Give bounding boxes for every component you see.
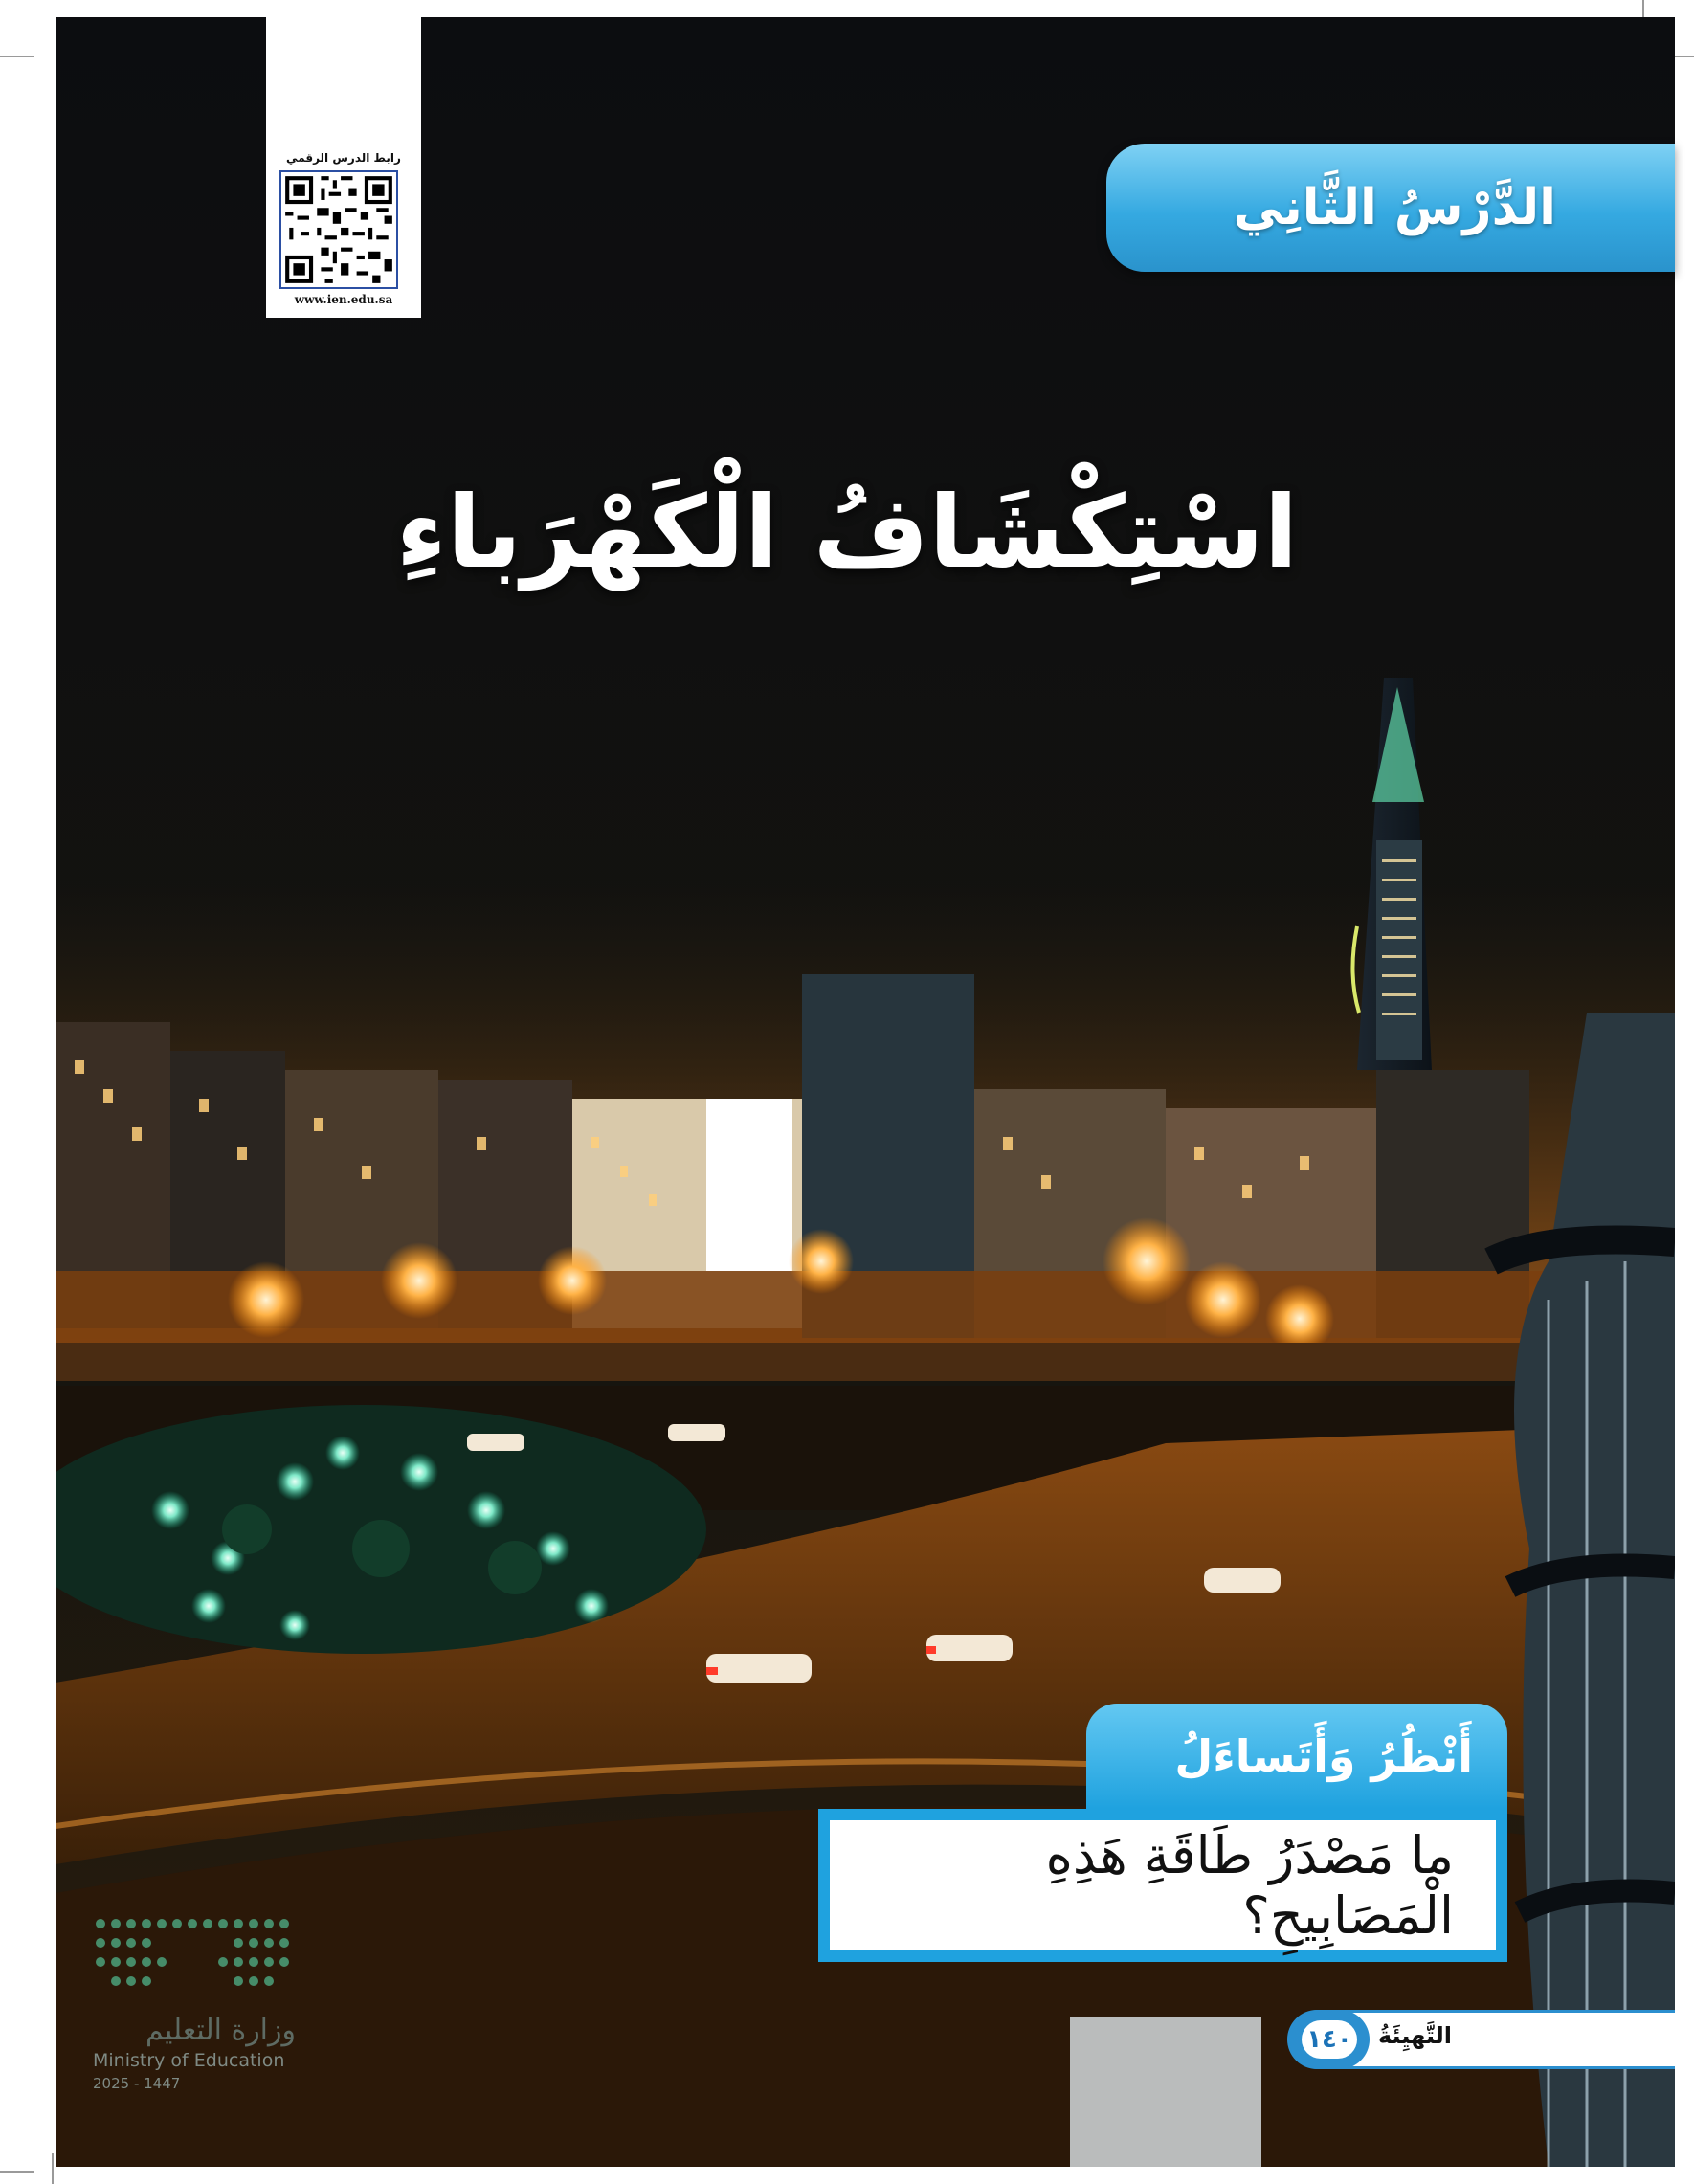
- page-title: اسْتِكْشَافُ الْكَهْرَباءِ: [395, 474, 1299, 591]
- crop-mark: [0, 56, 34, 57]
- lesson-label: الدَّرْسُ الثَّانِي: [1233, 179, 1556, 236]
- look-and-wonder-heading: أَنْظُرُ وَأَتَساءَلُ: [1174, 1730, 1473, 1782]
- qr-card[interactable]: [266, 0, 421, 318]
- page-number: ١٤٠: [1302, 2020, 1357, 2059]
- qr-label: رابط الدرس الرقمي: [286, 151, 401, 165]
- look-and-wonder-tab: [1086, 1704, 1507, 1809]
- ministry-name-arabic: وزارة التعليم: [145, 2014, 296, 2047]
- question-text: ما مَصْدَرُ طَاقَةِ هَذِهِ الْمَصَابِيحِ؟: [1045, 1825, 1454, 1946]
- qr-url[interactable]: www.ien.edu.sa: [294, 293, 393, 306]
- lesson-label-tab: [1106, 144, 1675, 272]
- ministry-dots-icon: [91, 1914, 301, 2010]
- crop-mark: [52, 2153, 54, 2184]
- unit-name: التَّهيِئَةُ: [1378, 2022, 1453, 2049]
- ministry-name-english: Ministry of Education: [93, 2050, 285, 2071]
- qr-code-icon: [281, 172, 396, 287]
- ministry-logo: [91, 1914, 311, 2092]
- qr-code[interactable]: [279, 170, 398, 289]
- page-number-pill: [1289, 2010, 1370, 2069]
- ministry-year: 2025 - 1447: [93, 2075, 181, 2092]
- crop-mark: [0, 2171, 34, 2173]
- question-inner: [830, 1820, 1496, 1950]
- question-box: [818, 1809, 1507, 1962]
